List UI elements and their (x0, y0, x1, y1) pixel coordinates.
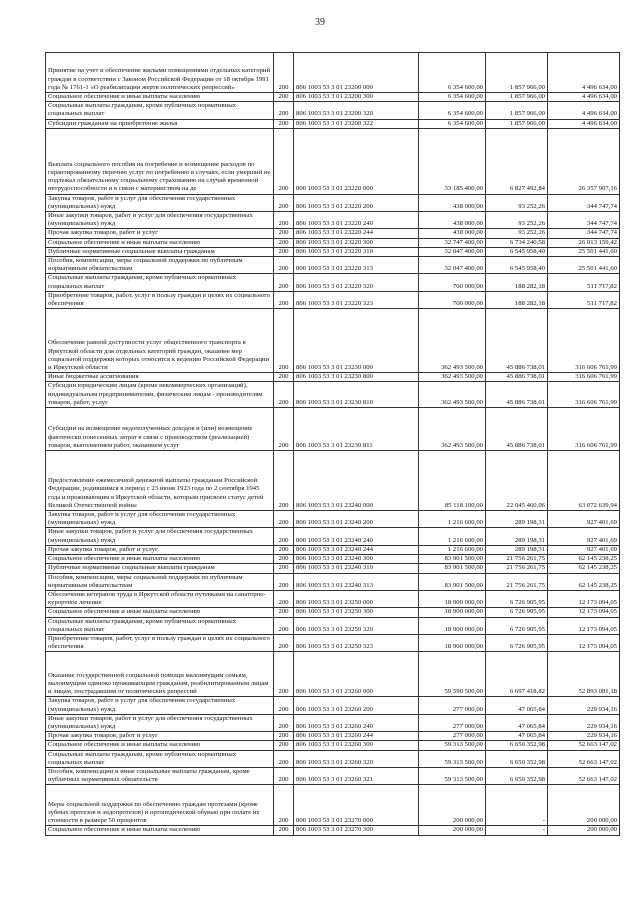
row-grbs-cell: 200 (274, 608, 294, 617)
table-row (46, 291, 620, 308)
row-value-2-cell: - (486, 826, 548, 835)
row-name-cell: Закупка товаров, работ и услуг для обеспечения государственных (муниципальных) нужд (46, 697, 274, 714)
row-value-3-cell: 344 747,74 (548, 229, 620, 238)
row-name-cell: Предоставление ежемесячной денежной выплаты гражданам Российской Федерации, родившимся в период с 23 июня 1923 года по 2 сентября 1945 года и проживающим в Иркутской области, которым присвоен статус детей Великой Отечественной войны (46, 451, 274, 511)
table-row (46, 634, 620, 651)
row-name-cell: Оказание государственной социальной помощи малоимущим семьям, малоимущим одиноко проживающим гражданам, реабилитированным лицам и лицам, пострадавшим от политических репрессий (46, 652, 274, 697)
table-row (46, 194, 620, 211)
row-name-cell: Социальное обеспечение и иные выплаты населению (46, 555, 274, 564)
row-value-2-cell: 1 857 966,00 (486, 119, 548, 128)
row-name-cell: Иные бюджетные ассигнования (46, 373, 274, 382)
row-value-3-cell: 12 173 094,05 (548, 634, 620, 651)
table-row (46, 229, 620, 238)
row-code-cell: 806 1003 53 3 01 23250 000 (294, 590, 419, 607)
row-code-cell: 806 1003 53 3 01 23260 300 (294, 741, 419, 750)
row-grbs-cell: 200 (274, 93, 294, 102)
row-code-cell: 806 1003 53 3 01 23200 000 (294, 53, 419, 93)
row-value-2-cell: 289 198,31 (486, 545, 548, 554)
row-value-3-cell: 316 606 761,99 (548, 408, 620, 451)
row-code-cell: 806 1003 53 3 01 23220 244 (294, 229, 419, 238)
row-name-cell: Приобретение товаров, работ, услуг в пользу граждан в целях их социального обеспечения (46, 291, 274, 308)
table-row (46, 373, 620, 382)
row-code-cell: 806 1003 53 3 01 23260 321 (294, 767, 419, 784)
row-value-3-cell: 927 401,69 (548, 528, 620, 545)
row-value-3-cell: 511 717,82 (548, 274, 620, 291)
table-row (46, 128, 620, 194)
row-value-1-cell: 32 047 400,00 (419, 257, 486, 274)
row-value-2-cell: 6 734 240,58 (486, 238, 548, 247)
row-grbs-cell: 200 (274, 826, 294, 835)
row-value-1-cell: 59 313 500,00 (419, 741, 486, 750)
table-row (46, 732, 620, 741)
row-grbs-cell: 200 (274, 53, 294, 93)
row-value-3-cell: 26 357 907,16 (548, 128, 620, 194)
row-code-cell: 806 1003 53 3 01 23270 300 (294, 826, 419, 835)
row-value-3-cell: 200 000,00 (548, 785, 620, 826)
row-value-1-cell: 438 000,00 (419, 229, 486, 238)
row-value-3-cell: 52 663 147,02 (548, 741, 620, 750)
row-name-cell: Субсидии гражданам на приобретение жилья (46, 119, 274, 128)
row-value-2-cell: 21 756 261,75 (486, 555, 548, 564)
table-row (46, 451, 620, 511)
row-grbs-cell: 200 (274, 750, 294, 767)
row-value-2-cell: 6 650 352,98 (486, 741, 548, 750)
table-row (46, 608, 620, 617)
row-value-3-cell: 200 000,00 (548, 826, 620, 835)
table-row (46, 247, 620, 256)
row-grbs-cell: 200 (274, 785, 294, 826)
row-value-2-cell: 6 650 352,98 (486, 750, 548, 767)
table-row (46, 238, 620, 247)
row-value-2-cell: 21 756 261,75 (486, 573, 548, 590)
row-grbs-cell: 200 (274, 767, 294, 784)
row-value-3-cell: 12 173 094,05 (548, 590, 620, 607)
row-name-cell: Принятие на учет и обеспечение жилыми помещениями отдельных категорий граждан в соответствии с Законом Российской Федерации от 18 октября 1991 года № 1761-1 «О реабилитации жертв политических репрессий» (46, 53, 274, 93)
row-value-3-cell: 63 072 639,94 (548, 451, 620, 511)
row-code-cell: 806 1003 53 3 01 23270 000 (294, 785, 419, 826)
row-value-3-cell: 4 496 634,00 (548, 102, 620, 119)
row-name-cell: Социальное обеспечение и иные выплаты населению (46, 608, 274, 617)
table-row (46, 93, 620, 102)
row-value-2-cell: 6 650 352,98 (486, 767, 548, 784)
row-value-1-cell: 438 000,00 (419, 212, 486, 229)
row-value-3-cell: 62 145 238,25 (548, 555, 620, 564)
row-grbs-cell: 200 (274, 382, 294, 408)
row-value-1-cell: 362 493 500,00 (419, 408, 486, 451)
table-row (46, 697, 620, 714)
row-name-cell: Публичные нормативные социальные выплаты гражданам (46, 247, 274, 256)
row-value-3-cell: 229 934,16 (548, 732, 620, 741)
row-value-1-cell: 1 216 600,00 (419, 528, 486, 545)
row-value-1-cell: 18 900 000,00 (419, 608, 486, 617)
row-value-3-cell: 316 606 761,99 (548, 309, 620, 373)
row-code-cell: 806 1003 53 3 01 23260 244 (294, 732, 419, 741)
row-name-cell: Публичные нормативные социальные выплаты гражданам (46, 564, 274, 573)
table-row (46, 652, 620, 697)
row-name-cell: Приобретение товаров, работ, услуг в пользу граждан в целях их социального обеспечения (46, 634, 274, 651)
row-grbs-cell: 200 (274, 194, 294, 211)
table-row (46, 590, 620, 607)
row-value-1-cell: 362 493 500,00 (419, 382, 486, 408)
row-name-cell: Пособия, компенсации, меры социальной поддержки по публичным нормативным обязательствам (46, 257, 274, 274)
row-code-cell: 806 1003 53 3 01 23240 240 (294, 528, 419, 545)
row-name-cell: Социальное обеспечение и иные выплаты населению (46, 238, 274, 247)
row-value-3-cell: 344 747,74 (548, 212, 620, 229)
row-value-2-cell: 93 252,26 (486, 194, 548, 211)
row-value-3-cell: 229 934,16 (548, 697, 620, 714)
row-grbs-cell: 200 (274, 634, 294, 651)
table-row (46, 785, 620, 826)
row-grbs-cell: 200 (274, 238, 294, 247)
row-grbs-cell: 200 (274, 212, 294, 229)
row-value-1-cell: 277 000,00 (419, 714, 486, 731)
row-value-1-cell: 6 354 600,00 (419, 93, 486, 102)
row-value-1-cell: 85 118 100,00 (419, 451, 486, 511)
row-value-2-cell: 6 697 418,82 (486, 652, 548, 697)
page-number: 39 (315, 17, 325, 28)
row-code-cell: 806 1003 53 3 01 23240 313 (294, 573, 419, 590)
table-row (46, 826, 620, 835)
row-name-cell: Пособия, компенсации, меры социальной поддержки по публичным нормативным обязательствам (46, 573, 274, 590)
row-value-1-cell: 32 747 400,00 (419, 238, 486, 247)
row-grbs-cell: 200 (274, 564, 294, 573)
row-value-1-cell: 18 900 000,00 (419, 590, 486, 607)
row-grbs-cell: 200 (274, 102, 294, 119)
row-value-2-cell: 188 282,18 (486, 291, 548, 308)
row-name-cell: Иные закупки товаров, работ и услуг для обеспечения государственных (муниципальных) нужд (46, 212, 274, 229)
row-name-cell: Субсидии юридическим лицам (кроме некоммерческих организаций), индивидуальным предпринимателям, физическим лицам - производителям товаров, работ, услуг (46, 382, 274, 408)
row-code-cell: 806 1003 53 3 01 23230 000 (294, 309, 419, 373)
row-value-1-cell: 83 901 500,00 (419, 564, 486, 573)
row-value-3-cell: 316 606 761,99 (548, 373, 620, 382)
row-value-1-cell: 200 000,00 (419, 826, 486, 835)
row-value-3-cell: 52 663 147,02 (548, 750, 620, 767)
row-code-cell: 806 1003 53 3 01 23220 320 (294, 274, 419, 291)
row-name-cell: Обеспечение ветеранов труда в Иркутской области путевками на санаторно-курортное лечение (46, 590, 274, 607)
row-value-2-cell: 47 065,84 (486, 697, 548, 714)
row-value-2-cell: 93 252,26 (486, 212, 548, 229)
row-value-2-cell: 1 857 966,00 (486, 93, 548, 102)
row-code-cell: 806 1003 53 3 01 23260 240 (294, 714, 419, 731)
row-name-cell: Социальные выплаты гражданам, кроме публичных нормативных социальных выплат (46, 102, 274, 119)
row-value-3-cell: 62 145 238,25 (548, 573, 620, 590)
row-code-cell: 806 1003 53 3 01 23260 200 (294, 697, 419, 714)
row-value-1-cell: 700 000,00 (419, 274, 486, 291)
row-grbs-cell: 200 (274, 511, 294, 528)
table-row (46, 750, 620, 767)
row-code-cell: 806 1003 53 3 01 23220 240 (294, 212, 419, 229)
row-name-cell: Закупка товаров, работ и услуг для обеспечения государственных (муниципальных) нужд (46, 194, 274, 211)
row-value-2-cell: 45 886 738,01 (486, 373, 548, 382)
row-code-cell: 806 1003 53 3 01 23250 300 (294, 608, 419, 617)
row-value-2-cell: - (486, 785, 548, 826)
row-code-cell: 806 1003 53 3 01 23250 323 (294, 634, 419, 651)
table-row (46, 511, 620, 528)
row-name-cell: Субсидии на возмещение недополученных доходов и (или) возмещение фактически понесенных затрат в связи с производством (реализацией) товаров, выполнением работ, оказанием услуг (46, 408, 274, 451)
row-value-2-cell: 22 045 460,06 (486, 451, 548, 511)
row-value-3-cell: 316 606 761,99 (548, 382, 620, 408)
row-code-cell: 806 1003 53 3 01 23230 811 (294, 408, 419, 451)
row-code-cell: 806 1003 53 3 01 23220 323 (294, 291, 419, 308)
row-value-2-cell: 289 198,31 (486, 528, 548, 545)
row-value-2-cell: 1 857 966,00 (486, 102, 548, 119)
row-value-1-cell: 700 000,00 (419, 291, 486, 308)
row-value-3-cell: 25 501 441,60 (548, 257, 620, 274)
row-grbs-cell: 200 (274, 545, 294, 554)
row-grbs-cell: 200 (274, 697, 294, 714)
row-code-cell: 806 1003 53 3 01 23260 320 (294, 750, 419, 767)
row-value-1-cell: 59 313 500,00 (419, 750, 486, 767)
row-code-cell: 806 1003 53 3 01 23230 800 (294, 373, 419, 382)
row-value-2-cell: 6 726 905,95 (486, 608, 548, 617)
row-value-1-cell: 277 000,00 (419, 697, 486, 714)
row-name-cell: Социальные выплаты гражданам, кроме публичных нормативных социальных выплат (46, 750, 274, 767)
row-code-cell: 806 1003 53 3 01 23200 320 (294, 102, 419, 119)
row-value-1-cell: 32 047 400,00 (419, 247, 486, 256)
row-grbs-cell: 200 (274, 373, 294, 382)
row-name-cell: Пособия, компенсации и иные социальные выплаты гражданам, кроме публичных нормативных обязательств (46, 767, 274, 784)
row-value-1-cell: 277 000,00 (419, 732, 486, 741)
row-value-3-cell: 12 173 094,05 (548, 608, 620, 617)
row-name-cell: Выплата социального пособия на погребение и возмещение расходов по гарантированному перечню услуг по погребению в случаях, если умерший не подлежал обязательному социальному страхованию на случай временной нетрудоспособности и в связи с материнством на де (46, 128, 274, 194)
row-code-cell: 806 1003 53 3 01 23250 320 (294, 617, 419, 634)
row-value-3-cell: 229 934,16 (548, 714, 620, 731)
row-value-1-cell: 59 590 500,00 (419, 652, 486, 697)
row-value-3-cell: 927 401,69 (548, 545, 620, 554)
row-value-1-cell: 18 900 000,00 (419, 634, 486, 651)
table-row (46, 53, 620, 93)
row-name-cell: Прочая закупка товаров, работ и услуг (46, 732, 274, 741)
table-row (46, 564, 620, 573)
row-value-3-cell: 4 496 634,00 (548, 119, 620, 128)
row-code-cell: 806 1003 53 3 01 23200 300 (294, 93, 419, 102)
row-value-2-cell: 1 857 966,00 (486, 53, 548, 93)
row-value-1-cell: 6 354 600,00 (419, 102, 486, 119)
row-value-1-cell: 362 493 500,00 (419, 373, 486, 382)
row-grbs-cell: 200 (274, 590, 294, 607)
row-name-cell: Иные закупки товаров, работ и услуг для обеспечения государственных (муниципальных) нужд (46, 714, 274, 731)
row-value-1-cell: 6 354 600,00 (419, 53, 486, 93)
row-code-cell: 806 1003 53 3 01 23260 000 (294, 652, 419, 697)
row-value-1-cell: 59 313 500,00 (419, 767, 486, 784)
table-row (46, 573, 620, 590)
row-grbs-cell: 200 (274, 741, 294, 750)
row-value-2-cell: 289 198,31 (486, 511, 548, 528)
row-grbs-cell: 200 (274, 732, 294, 741)
row-grbs-cell: 200 (274, 451, 294, 511)
row-value-2-cell: 6 827 492,84 (486, 128, 548, 194)
row-grbs-cell: 200 (274, 652, 294, 697)
row-value-3-cell: 25 501 441,60 (548, 247, 620, 256)
row-value-3-cell: 344 747,74 (548, 194, 620, 211)
row-value-3-cell: 26 013 159,42 (548, 238, 620, 247)
row-grbs-cell: 200 (274, 408, 294, 451)
table-row (46, 309, 620, 373)
row-name-cell: Социальные выплаты гражданам, кроме публичных нормативных социальных выплат (46, 274, 274, 291)
row-value-1-cell: 1 216 600,00 (419, 511, 486, 528)
row-grbs-cell: 200 (274, 291, 294, 308)
row-value-3-cell: 4 496 634,00 (548, 53, 620, 93)
row-value-1-cell: 83 901 500,00 (419, 573, 486, 590)
row-name-cell: Социальные выплаты гражданам, кроме публичных нормативных социальных выплат (46, 617, 274, 634)
row-value-1-cell: 6 354 600,00 (419, 119, 486, 128)
table-row (46, 408, 620, 451)
row-name-cell: Прочая закупка товаров, работ и услуг (46, 545, 274, 554)
table-row (46, 714, 620, 731)
row-grbs-cell: 200 (274, 617, 294, 634)
row-code-cell: 806 1003 53 3 01 23240 310 (294, 564, 419, 573)
row-grbs-cell: 200 (274, 247, 294, 256)
row-code-cell: 806 1003 53 3 01 23220 310 (294, 247, 419, 256)
row-value-2-cell: 47 065,84 (486, 732, 548, 741)
row-value-1-cell: 33 185 400,00 (419, 128, 486, 194)
table-row (46, 382, 620, 408)
row-value-2-cell: 6 545 958,40 (486, 247, 548, 256)
row-value-2-cell: 6 726 905,95 (486, 617, 548, 634)
row-value-3-cell: 4 496 634,00 (548, 93, 620, 102)
row-value-1-cell: 1 216 600,00 (419, 545, 486, 554)
table-row (46, 741, 620, 750)
row-grbs-cell: 200 (274, 555, 294, 564)
row-grbs-cell: 200 (274, 229, 294, 238)
row-name-cell: Обеспечение равной доступности услуг общественного транспорта в Иркутской области для отдельных категорий граждан, оказание мер социальной поддержки которых относится к ведению Российской Федерации и Иркутской области (46, 309, 274, 373)
row-grbs-cell: 200 (274, 128, 294, 194)
row-name-cell: Закупка товаров, работ и услуг для обеспечения государственных (муниципальных) нужд (46, 511, 274, 528)
row-grbs-cell: 200 (274, 714, 294, 731)
row-value-2-cell: 93 252,26 (486, 229, 548, 238)
row-code-cell: 806 1003 53 3 01 23220 200 (294, 194, 419, 211)
row-value-1-cell: 83 901 500,00 (419, 555, 486, 564)
table-row (46, 102, 620, 119)
row-code-cell: 806 1003 53 3 01 23240 000 (294, 451, 419, 511)
row-value-1-cell: 438 000,00 (419, 194, 486, 211)
row-code-cell: 806 1003 53 3 01 23240 244 (294, 545, 419, 554)
table-row (46, 617, 620, 634)
row-value-2-cell: 45 886 738,01 (486, 408, 548, 451)
row-grbs-cell: 200 (274, 274, 294, 291)
row-value-3-cell: 511 717,82 (548, 291, 620, 308)
row-value-1-cell: 362 493 500,00 (419, 309, 486, 373)
row-grbs-cell: 200 (274, 309, 294, 373)
row-code-cell: 806 1003 53 3 01 23230 810 (294, 382, 419, 408)
row-name-cell: Социальное обеспечение и иные выплаты населению (46, 93, 274, 102)
row-name-cell: Меры социальной поддержки по обеспечению граждан протезами (кроме зубных протезов и эндопротезов) и ортопедической обувью при оплате их стоимости в размере 50 процентов (46, 785, 274, 826)
row-value-3-cell: 52 893 081,18 (548, 652, 620, 697)
row-value-2-cell: 6 726 905,95 (486, 634, 548, 651)
row-value-2-cell: 21 756 261,75 (486, 564, 548, 573)
row-code-cell: 806 1003 53 3 01 23240 300 (294, 555, 419, 564)
row-value-3-cell: 927 401,69 (548, 511, 620, 528)
table-row (46, 555, 620, 564)
row-value-2-cell: 6 545 958,40 (486, 257, 548, 274)
row-name-cell: Иные закупки товаров, работ и услуг для обеспечения государственных (муниципальных) нужд (46, 528, 274, 545)
table-row (46, 257, 620, 274)
row-value-2-cell: 188 282,18 (486, 274, 548, 291)
row-code-cell: 806 1003 53 3 01 23220 313 (294, 257, 419, 274)
row-value-3-cell: 52 663 147,02 (548, 767, 620, 784)
row-value-2-cell: 45 886 738,01 (486, 309, 548, 373)
table-row (46, 119, 620, 128)
table-row (46, 767, 620, 784)
row-grbs-cell: 200 (274, 119, 294, 128)
row-code-cell: 806 1003 53 3 01 23200 322 (294, 119, 419, 128)
table-row (46, 274, 620, 291)
row-code-cell: 806 1003 53 3 01 23220 000 (294, 128, 419, 194)
row-name-cell: Социальное обеспечение и иные выплаты населению (46, 826, 274, 835)
row-value-1-cell: 200 000,00 (419, 785, 486, 826)
row-grbs-cell: 200 (274, 573, 294, 590)
row-value-1-cell: 18 900 000,00 (419, 617, 486, 634)
row-value-2-cell: 6 726 905,95 (486, 590, 548, 607)
row-code-cell: 806 1003 53 3 01 23240 200 (294, 511, 419, 528)
row-value-2-cell: 45 886 738,01 (486, 382, 548, 408)
budget-table (45, 52, 620, 836)
table-row (46, 528, 620, 545)
row-grbs-cell: 200 (274, 528, 294, 545)
row-value-2-cell: 47 065,84 (486, 714, 548, 731)
row-value-3-cell: 62 145 238,25 (548, 564, 620, 573)
table-row (46, 545, 620, 554)
row-grbs-cell: 200 (274, 257, 294, 274)
row-value-3-cell: 12 173 094,05 (548, 617, 620, 634)
row-name-cell: Прочая закупка товаров, работ и услуг (46, 229, 274, 238)
row-name-cell: Социальное обеспечение и иные выплаты населению (46, 741, 274, 750)
row-code-cell: 806 1003 53 3 01 23220 300 (294, 238, 419, 247)
table-row (46, 212, 620, 229)
budget-table-body (46, 53, 620, 836)
